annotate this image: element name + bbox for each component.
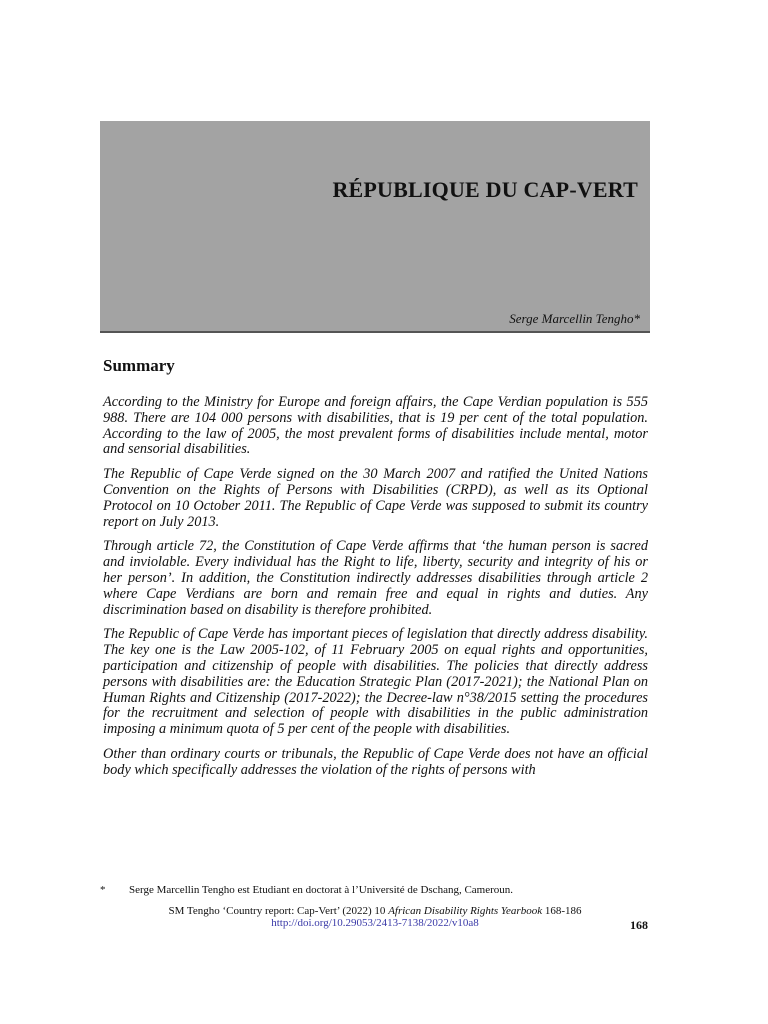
summary-body <box>103 395 648 788</box>
footnote-text: Serge Marcellin Tengho est Etudiant en doctorat à l’Université de Dschang, Cameroun. <box>129 884 514 896</box>
citation-suffix: 168-186 <box>542 905 582 917</box>
summary-paragraph: Other than ordinary courts or tribunals, the Republic of Cape Verde does not have an official body which specifically addresses the violation of the rights of persons with <box>103 745 648 778</box>
author-name: Serge Marcellin Tengho* <box>509 311 640 326</box>
summary-paragraph: Through article 72, the Constitution of Cape Verde affirms that ‘the human person is sacred and inviolable. Every individual has the Right to life, liberty, security and integrity of his or her person’. In addition, the Constitution indirectly addresses disabilities through article 2 where Cape Verdians are born and remain free and equal in rights and duties. Any discrimination based on disability is therefore prohibited. <box>103 538 648 618</box>
summary-paragraph: The Republic of Cape Verde signed on the 30 March 2007 and ratified the United Nations Convention on the Rights of Persons with Disabilities (CRPD), as well as its Optional Protocol on 10 October 2011. The Republic of Cape Verde was supposed to submit its country report on July 2013. <box>103 466 648 530</box>
footnote-mark: * <box>100 884 106 896</box>
citation-journal: African Disability Rights Yearbook <box>388 905 543 917</box>
summary-heading: Summary <box>103 356 175 375</box>
summary-paragraph: According to the Ministry for Europe and foreign affairs, the Cape Verdian population is 555 988. There are 104 000 persons with disabilities, that is 19 per cent of the total population. According to the law of 2005, the most prevalent forms of disabilities include mental, motor and sensorial disabilities. <box>103 394 648 458</box>
doi-link[interactable]: http://doi.org/10.29053/2413-7138/2022/v10a8 <box>271 917 479 929</box>
citation-block <box>100 905 650 929</box>
page-title: RÉPUBLIQUE DU CAP-VERT <box>332 177 638 202</box>
author-footnote <box>100 884 660 896</box>
title-banner <box>100 121 650 333</box>
page-number: 168 <box>630 918 648 932</box>
summary-paragraph: The Republic of Cape Verde has important pieces of legislation that directly address disability. The key one is the Law 2005-102, of 11 February 2005 on equal rights and opportunities, participation and citizenship of people with disabilities. The policies that directly address persons with disabilities are: the Education Strategic Plan (2017-2021); the National Plan on Human Rights and Citizenship (2017-2022); the Decree-law n°38/2015 setting the procedures for the recruitment and selection of people with disabilities in the public administration imposing a minimum quota of 5 per cent of the people with disabilities. <box>103 626 648 738</box>
citation-prefix: SM Tengho ‘Country report: Cap-Vert’ (2022) 10 <box>168 905 389 917</box>
